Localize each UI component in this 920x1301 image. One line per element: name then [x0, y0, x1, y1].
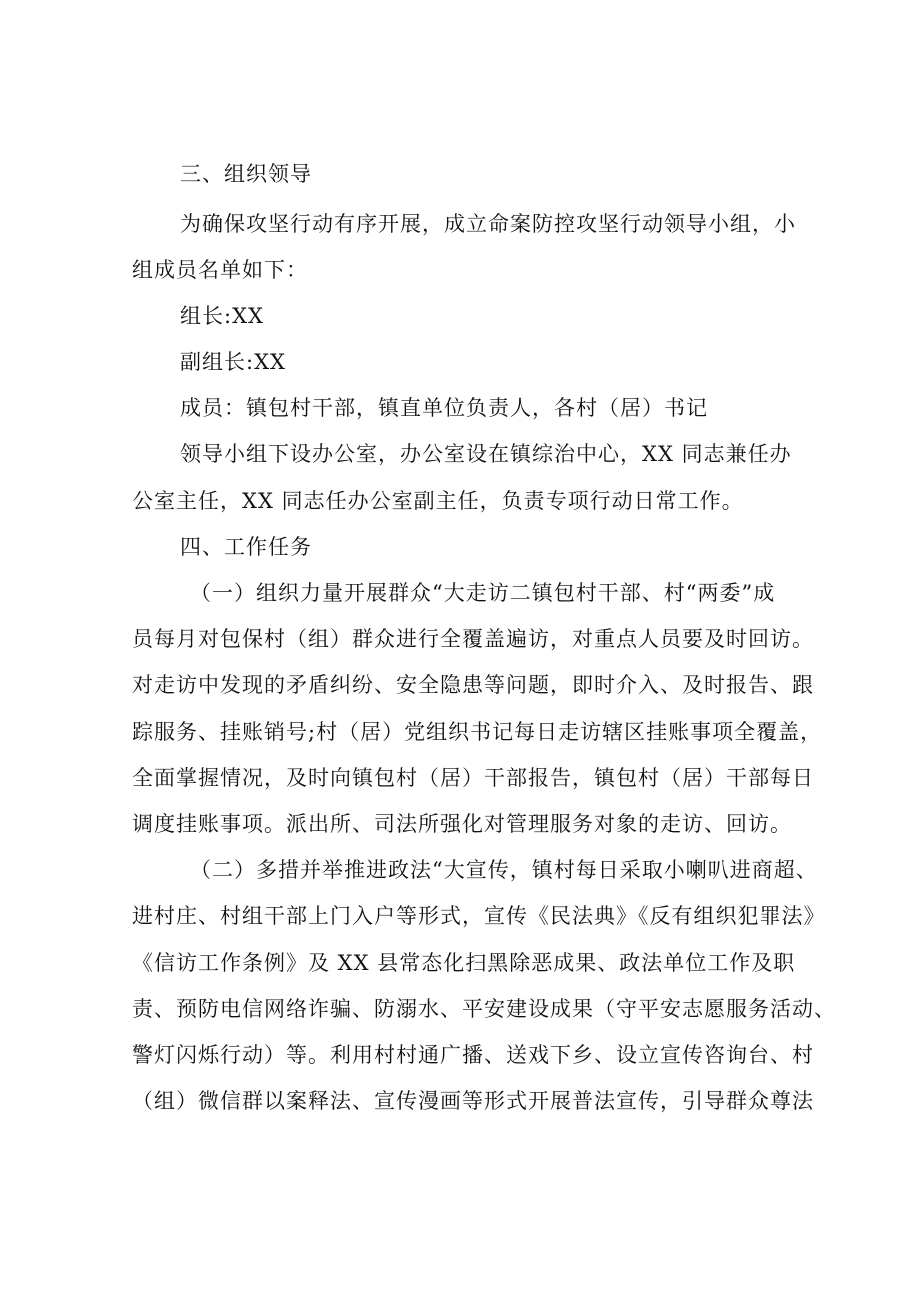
paragraph-line: 组成员名单如下：	[132, 258, 308, 282]
paragraph-line: 警灯闪烁行动）等。利用村村通广播、送戏下乡、设立宣传咨询台、村	[132, 1043, 814, 1067]
paragraph-line: 进村庄、村组干部上门入户等形式，宣传《民法典》《反有组织犯罪法》	[132, 904, 826, 928]
paragraph-line: （一）组织力量开展群众“大走访二镇包村干部、村“两委”成	[190, 581, 776, 605]
paragraph-line: 踪服务、挂账销号;村（居）党组织书记每日走访辖区挂账事项全覆盖，	[132, 720, 823, 744]
section-heading-3: 三、组织领导	[180, 162, 312, 186]
paragraph-line: 调度挂账事项。派出所、司法所强化对管理服务对象的走访、回访。	[132, 812, 792, 836]
paragraph-line: 《信访工作条例》及 XX 县常态化扫黑除恶成果、政法单位工作及职	[132, 951, 796, 975]
paragraph-line: 员每月对包保村（组）群众进行全覆盖遍访，对重点人员要及时回访。	[132, 627, 814, 651]
paragraph-line: 全面掌握情况，及时向镇包村（居）干部报告，镇包村（居）干部每日	[132, 766, 814, 790]
paragraph-line: （组）微信群以案释法、宣传漫画等形式开展普法宣传，引导群众尊法	[132, 1089, 814, 1113]
section-heading-4: 四、工作任务	[180, 535, 312, 559]
group-leader: 组长:XX	[180, 304, 264, 328]
members: 成员：镇包村干部，镇直单位负责人，各村（居）书记	[180, 396, 708, 420]
paragraph-line: 责、预防电信网络诈骗、防溺水、平安建设成果（守平安志愿服务活动、	[132, 997, 836, 1021]
paragraph-line: 公室主任，XX 同志任办公室副主任，负责专项行动日常工作。	[132, 489, 744, 513]
deputy-group-leader: 副组长:XX	[180, 350, 286, 374]
paragraph-line: 对走访中发现的矛盾纠纷、安全隐患等问题，即时介入、及时报告、跟	[132, 673, 814, 697]
paragraph-line: 领导小组下设办公室，办公室设在镇综治中心，XX 同志兼任办	[180, 442, 792, 466]
paragraph-line: 为确保攻坚行动有序开展，成立命案防控攻坚行动领导小组，小	[180, 212, 796, 236]
paragraph-line: （二）多措并举推进政法“大宣传，镇村每日采取小喇叭进商超、	[190, 858, 818, 882]
